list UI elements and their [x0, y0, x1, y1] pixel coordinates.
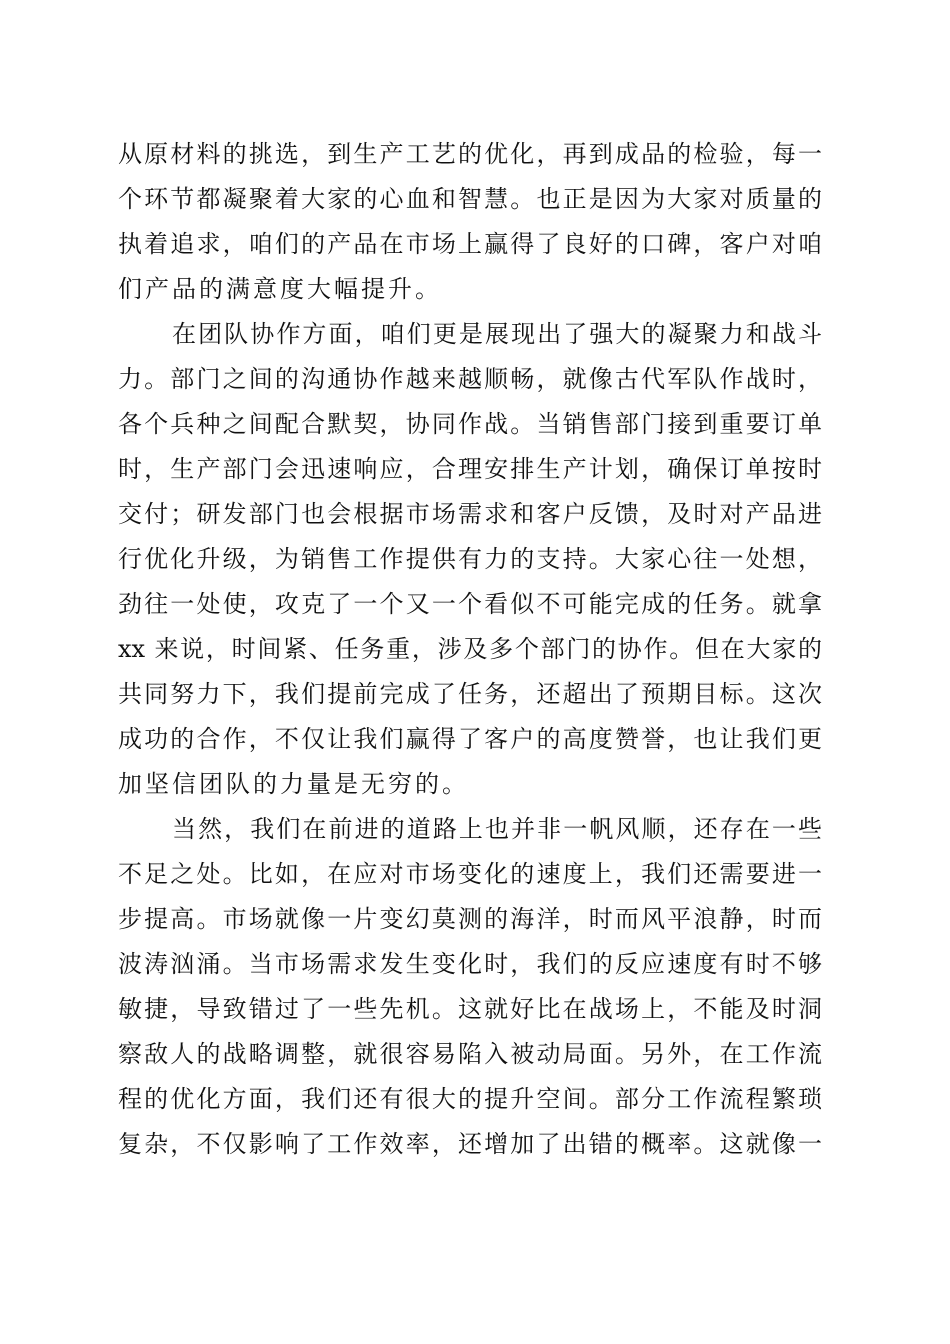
- document-page: [118, 132, 822, 1167]
- paragraph-product-quality: [118, 132, 822, 312]
- text-line: 不足之处。比如，在应对市场变化的速度上，我们还需要进一: [118, 860, 822, 888]
- text-line: 复杂，不仅影响了工作效率，还增加了出错的概率。这就像一: [118, 1130, 822, 1158]
- text-line: 行优化升级，为销售工作提供有力的支持。大家心往一处想，: [118, 545, 822, 573]
- text-line: 从原材料的挑选，到生产工艺的优化，再到成品的检验，每一: [118, 140, 822, 168]
- text-line: 加坚信团队的力量是无穷的。: [118, 770, 469, 798]
- text-line: 程的优化方面，我们还有很大的提升空间。部分工作流程繁琐: [118, 1085, 822, 1113]
- text-line: 时，生产部门会迅速响应，合理安排生产计划，确保订单按时: [118, 455, 822, 483]
- text-line: 力。部门之间的沟通协作越来越顺畅，就像古代军队作战时，: [118, 365, 822, 393]
- text-line: 个环节都凝聚着大家的心血和智慧。也正是因为大家对质量的: [118, 185, 822, 213]
- text-line: 成功的合作，不仅让我们赢得了客户的高度赞誉，也让我们更: [118, 725, 822, 753]
- text-line: 执着追求，咱们的产品在市场上赢得了良好的口碑，客户对咱: [118, 230, 822, 258]
- text-line: 察敌人的战略调整，就很容易陷入被动局面。另外，在工作流: [118, 1040, 822, 1068]
- text-line: 共同努力下，我们提前完成了任务，还超出了预期目标。这次: [118, 680, 822, 708]
- paragraph-team-collaboration: [118, 312, 822, 807]
- text-line: 在团队协作方面，咱们更是展现出了强大的凝聚力和战斗: [172, 320, 822, 348]
- text-line: 各个兵种之间配合默契，协同作战。当销售部门接到重要订单: [118, 410, 822, 438]
- text-line: 波涛汹涌。当市场需求发生变化时，我们的反应速度有时不够: [118, 950, 822, 978]
- text-line: xx 来说，时间紧、任务重，涉及多个部门的协作。但在大家的: [118, 635, 822, 663]
- text-line: 当然，我们在前进的道路上也并非一帆风顺，还存在一些: [172, 815, 822, 843]
- text-line: 步提高。市场就像一片变幻莫测的海洋，时而风平浪静，时而: [118, 905, 822, 933]
- paragraph-shortcomings: [118, 807, 822, 1167]
- text-line: 们产品的满意度大幅提升。: [118, 275, 442, 303]
- text-line: 敏捷，导致错过了一些先机。这就好比在战场上，不能及时洞: [118, 995, 822, 1023]
- text-line: 劲往一处使，攻克了一个又一个看似不可能完成的任务。就拿: [118, 590, 822, 618]
- text-line: 交付；研发部门也会根据市场需求和客户反馈，及时对产品进: [118, 500, 822, 528]
